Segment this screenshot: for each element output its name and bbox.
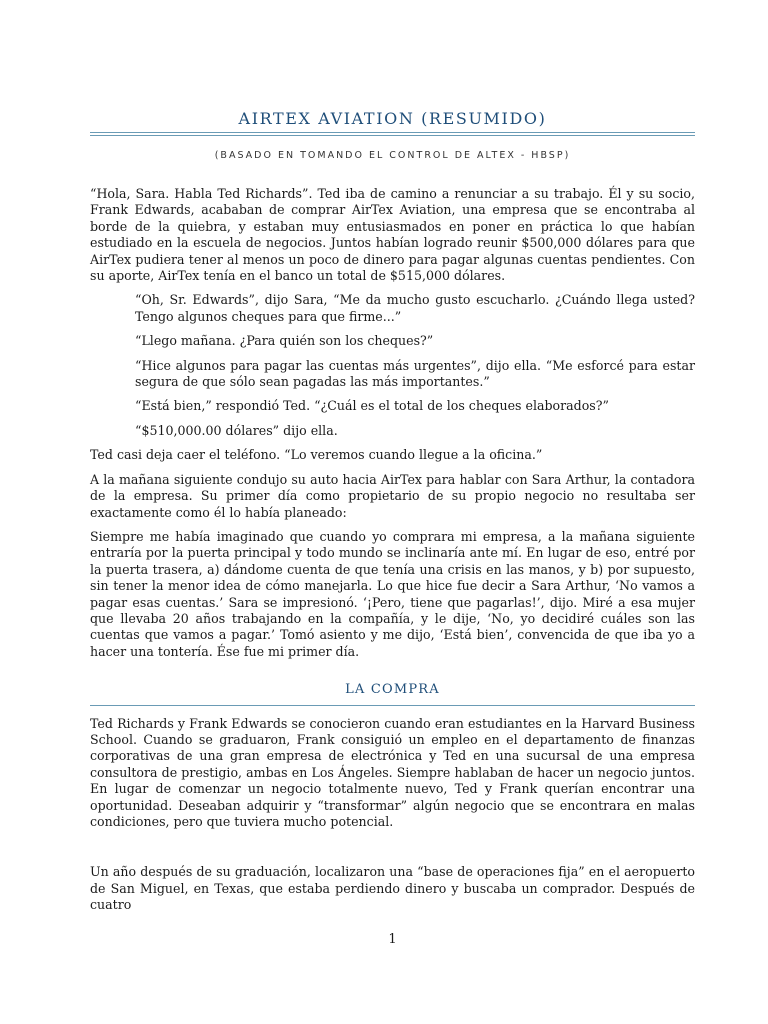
title-rule-top xyxy=(90,132,695,133)
section-heading: LA COMPRA xyxy=(90,682,695,705)
dialogue-line: “$510,000.00 dólares” dijo ella. xyxy=(135,422,338,438)
paragraph-intro: “Hola, Sara. Habla Ted Richards”. Ted iba de camino a renunciar a su trabajo. Él y su socio, Frank Edwards, acababan de comprar AirTex Aviation, una empresa que se encontraba al borde de la quiebra, y estaban muy entusiasmados en poner en práctica lo que habían estudiado en la escuela de negocios. Juntos habían logrado reunir $500,000 dólares para que AirTex pudiera tener al menos un poco de dinero para pagar algunas cuentas pendientes. Con su aporte, AirTex tenía en el banco un total de $515,000 dólares. xyxy=(90,186,695,284)
document-title: AIRTEX AVIATION (RESUMIDO) xyxy=(238,109,547,128)
paragraph: A la mañana siguiente condujo su auto hacia AirTex para hablar con Sara Arthur, la contadora de la empresa. Su primer día como propietario de su propio negocio no resultaba ser exactamente como él lo había planeado: xyxy=(90,471,695,520)
paragraph: Ted casi deja caer el teléfono. “Lo veremos cuando llegue a la oficina.” xyxy=(90,447,543,463)
paragraph-quote: Siempre me había imaginado que cuando yo comprara mi empresa, a la mañana siguiente entraría por la puerta principal y todo mundo se inclinaría ante mí. En lugar de eso, entré por la puerta trasera, a) dándome cuenta de que tenía una crisis en las manos, y b) por supuesto, sin tener la menor idea de cómo manejarla. Lo que hice fue decir a Sara Arthur, ‘No vamos a pagar esas cuentas.’ Sara se impresionó. ‘¡Pero, tiene que pagarlas!’, dijo. Miré a esa mujer que llevaba 20 años trabajando en la compañía, y le dije, ‘No, yo decidiré cuáles son las cuentas que vamos a pagar.’ Tomó asiento y me dijo, ‘Está bien’, convencida de que iba yo a hacer una tontería. Ése fue mi primer día. xyxy=(90,528,695,659)
title-rule-bottom xyxy=(90,135,695,136)
document-body xyxy=(90,186,695,922)
document-subtitle: (BASADO EN TOMANDO EL CONTROL DE ALTEX - HBSP) xyxy=(214,150,571,161)
dialogue-line: “Está bien,” respondió Ted. “¿Cuál es el total de los cheques elaborados?” xyxy=(135,398,609,414)
dialogue-line: “Llego mañana. ¿Para quién son los cheques?” xyxy=(135,333,434,349)
page-number: 1 xyxy=(388,932,397,947)
dialogue-line: “Oh, Sr. Edwards”, dijo Sara, “Me da mucho gusto escucharlo. ¿Cuándo llega usted? Tengo algunos cheques para que firme...” xyxy=(135,292,695,324)
paragraph: Ted Richards y Frank Edwards se conocieron cuando eran estudiantes en la Harvard Business School. Cuando se graduaron, Frank consiguió un empleo en el departamento de finanzas corporativas de una gran empresa de electrónica y Ted en una sucursal de una empresa consultora de prestigio, ambas en Los Ángeles. Siempre hablaban de hacer un negocio juntos. En lugar de comenzar un negocio totalmente nuevo, Ted y Frank querían encontrar una oportunidad. Deseaban adquirir y “transformar” algún negocio que se encontrara en malas condiciones, pero que tuviera mucho potencial. xyxy=(90,715,695,829)
dialogue-line: “Hice algunos para pagar las cuentas más urgentes”, dijo ella. “Me esforcé para estar segura de que sólo sean pagadas las más importantes.” xyxy=(135,357,695,390)
paragraph: Un año después de su graduación, localizaron una “base de operaciones fija” en el aeropuerto de San Miguel, en Texas, que estaba perdiendo dinero y buscaba un comprador. Después de cuatro xyxy=(90,864,695,913)
paragraph-spacer xyxy=(90,838,695,864)
document-page xyxy=(90,0,695,1024)
